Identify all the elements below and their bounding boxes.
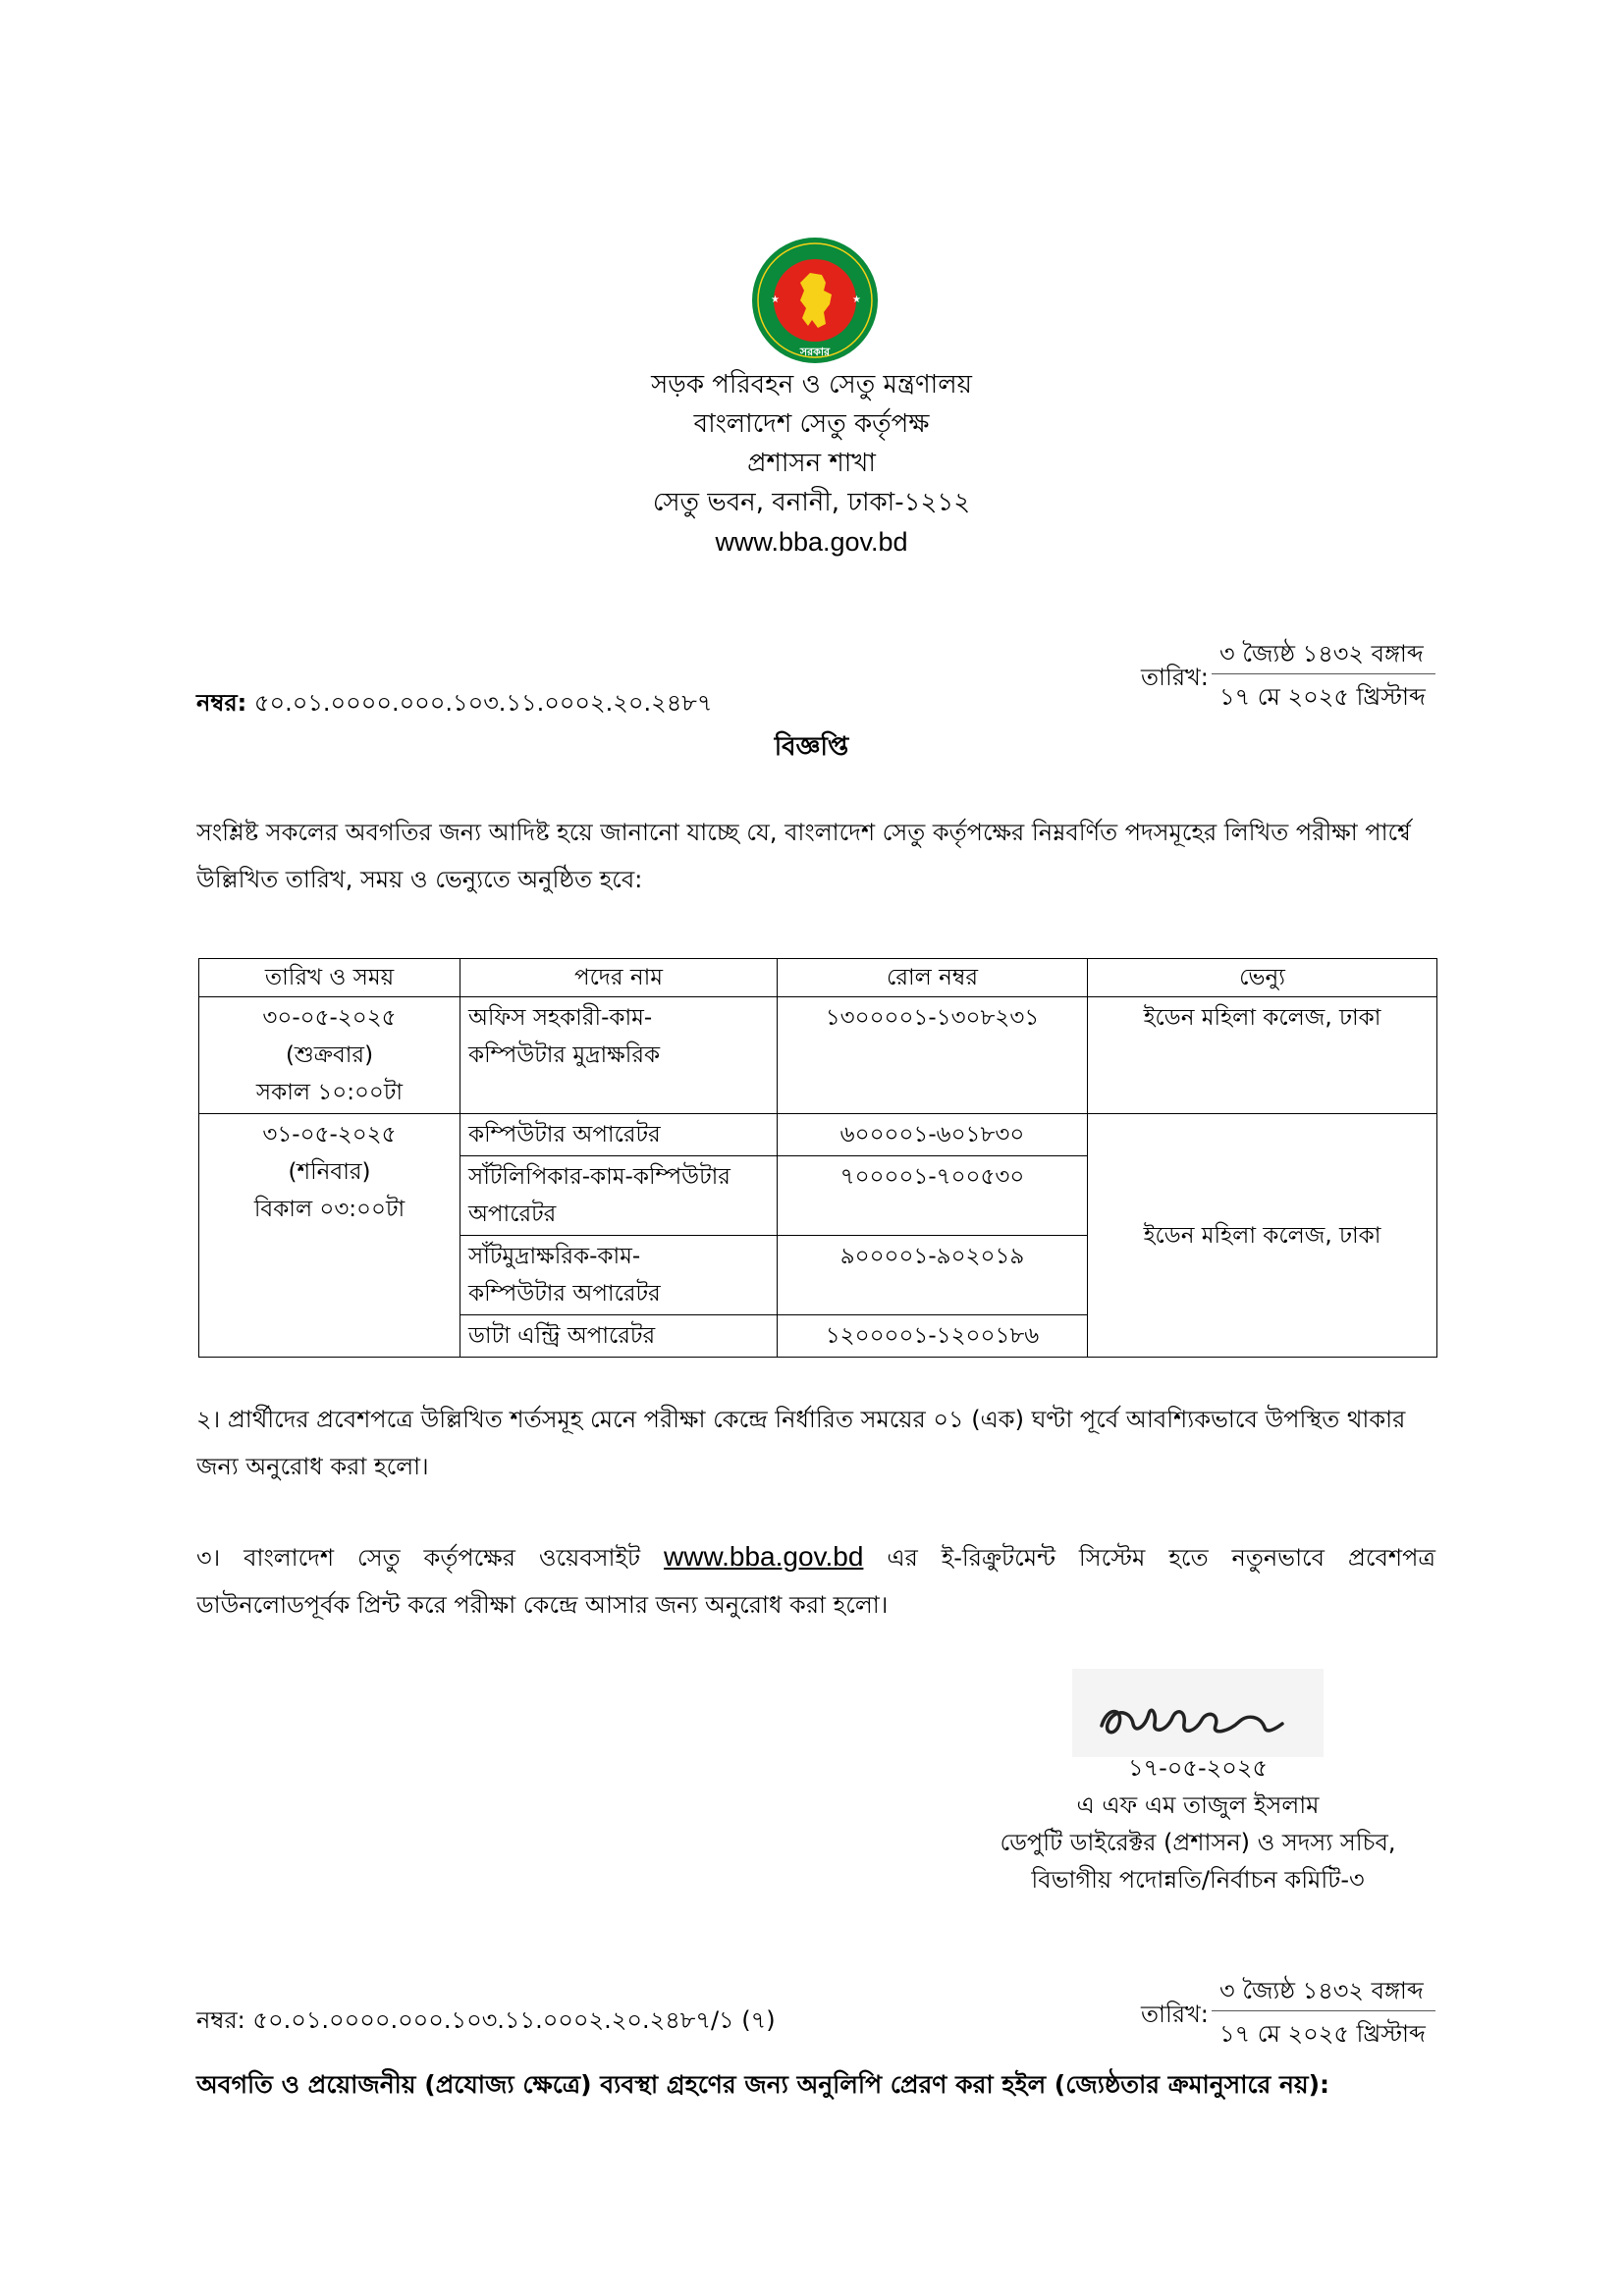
date-english: ১৭ মে ২০২৫ খ্রিস্টাব্দ [1219, 683, 1426, 711]
venue-cell: ইডেন মহিলা কলেজ, ঢাকা [1088, 1114, 1437, 1358]
branch-name: প্রশাসন শাখা [747, 449, 876, 478]
table-row [199, 997, 1437, 1114]
date-divider [1212, 673, 1435, 674]
date-time-cell [199, 1114, 460, 1358]
post-cell: ডাটা এন্ট্রি অপারেটর [460, 1315, 778, 1358]
date-time-cell [199, 997, 460, 1114]
signatory-committee: বিভাগীয় পদোন্নতি/নির্বাচন কমিটি-৩ [1031, 1866, 1365, 1894]
post-name-cont: অপারেটর [468, 1201, 557, 1227]
memo-number-label: নম্বর: [196, 689, 247, 717]
post-name: সাঁটলিপিকার-কাম-কম্পিউটার [468, 1164, 730, 1190]
letterhead [0, 365, 1623, 561]
header-post-name: পদের নাম [460, 959, 778, 997]
emblem-bottom-text: সরকার [799, 346, 831, 358]
paragraph-2 [196, 1396, 1435, 1490]
signature-image [1072, 1669, 1324, 1757]
memo-date-block [1141, 636, 1465, 717]
exam-day: (শনিবার) [288, 1159, 371, 1185]
exam-time: সকাল ১০:০০টা [255, 1080, 404, 1105]
office-address: সেতু ভবন, বনানী, ঢাকা-১২১২ [652, 488, 971, 517]
date-label: তারিখ: [1141, 2001, 1209, 2028]
exam-date: ৩০-০৫-২০২৫ [262, 1005, 397, 1031]
intro-line-1: সংশ্লিষ্ট সকলের অবগতির জন্য আদিষ্ট হয়ে জানানো যাচ্ছে যে, বাংলাদেশ সেতু কর্তৃপক্ষের নিম্নবর্ণিত পদসমূহের লিখিত পরীক্ষা পার্শ্বে [196, 819, 1411, 846]
post-name-cont: কম্পিউটার অপারেটর [468, 1281, 661, 1307]
roll-cell: ৯০০০০১-৯০২০১৯ [778, 1236, 1088, 1315]
post-cell [460, 1236, 778, 1315]
post-cell [460, 997, 778, 1114]
intro-paragraph [196, 809, 1435, 903]
memo-number-value: ৫০.০১.০০০০.০০০.১০৩.১১.০০০২.২০.২৪৮৭/১ (৭) [252, 2006, 776, 2034]
paragraph-3-text: ৩। বাংলাদেশ সেতু কর্তৃপক্ষের ওয়েবসাইট [196, 1544, 641, 1572]
paragraph-3-line-1 [196, 1533, 1435, 1581]
post-cell: কম্পিউটার অপারেটর [460, 1114, 778, 1156]
date-bangla: ৩ জ্যৈষ্ঠ ১৪৩২ বঙ্গাব্দ [1219, 1977, 1424, 2004]
notice-title: বিজ্ঞপ্তি [774, 732, 849, 762]
header-date-time: তারিখ ও সময় [199, 959, 460, 997]
paragraph-3 [196, 1533, 1435, 1629]
exam-schedule-table [198, 958, 1437, 1358]
memo-number-label: নম্বর: [196, 2006, 245, 2034]
svg-text:★: ★ [771, 294, 780, 305]
table-row [199, 1114, 1437, 1156]
post-name-cont: কম্পিউটার মুদ্রাক্ষরিক [468, 1042, 661, 1068]
header-venue: ভেন্যু [1088, 959, 1437, 997]
signature-block [933, 1749, 1463, 1898]
date-english: ১৭ মে ২০২৫ খ্রিস্টাব্দ [1219, 2020, 1426, 2048]
svg-text:★: ★ [852, 294, 861, 305]
exam-day: (শুক্রবার) [285, 1042, 374, 1068]
post-cell [460, 1156, 778, 1236]
intro-line-2: উল্লিখিত তারিখ, সময় ও ভেন্যুতে অনুষ্ঠিত হবে: [196, 866, 643, 893]
header-roll-number: রোল নম্বর [778, 959, 1088, 997]
website-link[interactable]: www.bba.gov.bd [664, 1541, 864, 1572]
exam-time: বিকাল ০৩:০০টা [253, 1197, 406, 1222]
paragraph-3-line-2: ডাউনলোডপূর্বক প্রিন্ট করে পরীক্ষা কেন্দ্রে আসার জন্য অনুরোধ করা হলো। [196, 1591, 889, 1619]
table-header-row [199, 959, 1437, 997]
date-label: তারিখ: [1141, 664, 1209, 691]
handwritten-signature-icon [1072, 1669, 1324, 1757]
venue-cell: ইডেন মহিলা কলেজ, ঢাকা [1088, 997, 1437, 1114]
roll-cell: ১৩০০০০১-১৩০৮২৩১ [778, 997, 1088, 1114]
post-name: সাঁটমুদ্রাক্ষরিক-কাম- [468, 1244, 641, 1269]
date-bangla: ৩ জ্যৈষ্ঠ ১৪৩২ বঙ্গাব্দ [1219, 640, 1424, 667]
signature-date: ১৭-০৫-২০২৫ [1127, 1754, 1269, 1782]
post-name: অফিস সহকারী-কাম- [468, 1005, 653, 1031]
authority-name: বাংলাদেশ সেতু কর্তৃপক্ষ [693, 409, 930, 439]
exam-date: ৩১-০৫-২০২৫ [262, 1122, 397, 1148]
bangladesh-government-emblem-icon [741, 234, 889, 371]
copy-distribution-note: অবগতি ও প্রয়োজনীয় (প্রযোজ্য ক্ষেত্রে) ব্যবস্থা গ্রহণের জন্য অনুলিপি প্রেরণ করা হইল (জ্যেষ্ঠতার ক্রমানুসারে নয়): [196, 2070, 1330, 2099]
memo-number-value: ৫০.০১.০০০০.০০০.১০৩.১১.০০০২.২০.২৪৮৭ [253, 689, 713, 717]
paragraph-3-text-cont: এর ই-রিক্রুটমেন্ট সিস্টেম হতে নতুনভাবে প্রবেশপত্র [887, 1544, 1436, 1572]
memo-number [196, 685, 712, 724]
roll-cell: ১২০০০০১-১২০০১৮৬ [778, 1315, 1088, 1358]
paragraph-2-line-2: জন্য অনুরোধ করা হলো। [196, 1453, 429, 1480]
government-emblem [741, 234, 889, 371]
memo-2-number [196, 2002, 776, 2042]
roll-cell: ৬০০০০১-৬০১৮৩০ [778, 1114, 1088, 1156]
paragraph-2-line-1: ২। প্রার্থীদের প্রবেশপত্রে উল্লিখিত শর্তসমূহ মেনে পরীক্ষা কেন্দ্রে নির্ধারিত সময়ের ০১ (এক) ঘণ্টা পূর্বে আবশ্যিকভাবে উপস্থিত থাকার [196, 1406, 1406, 1433]
signatory-designation: ডেপুটি ডাইরেক্টর (প্রশাসন) ও সদস্য সচিব, [1000, 1829, 1396, 1856]
website-text: www.bba.gov.bd [715, 527, 908, 557]
date-divider [1212, 2010, 1435, 2011]
signatory-name: এ এফ এম তাজুল ইসলাম [1076, 1791, 1320, 1819]
roll-cell: ৭০০০০১-৭০০৫৩০ [778, 1156, 1088, 1236]
ministry-name: সড়ক পরিবহন ও সেতু মন্ত্রণালয় [651, 370, 972, 400]
memo-2-date-block [1141, 1973, 1465, 2054]
